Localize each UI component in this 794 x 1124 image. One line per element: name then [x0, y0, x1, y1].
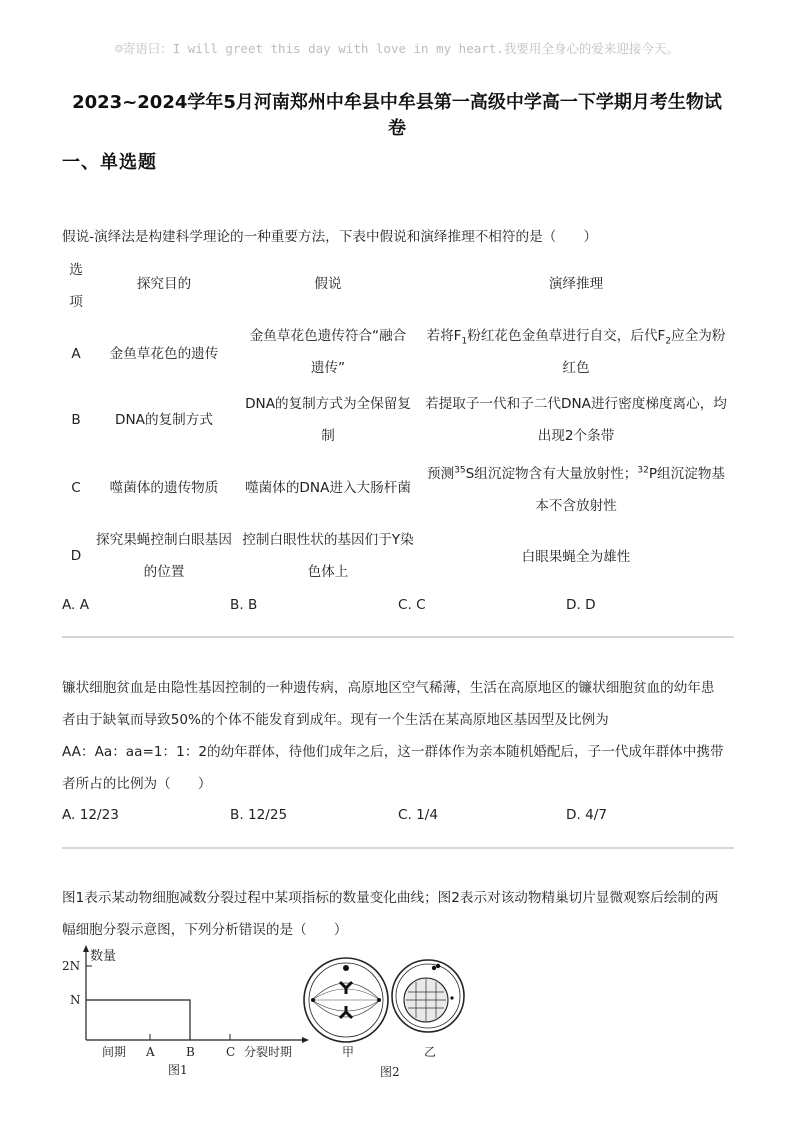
divider: [62, 636, 734, 638]
x-axis-label: 分裂时期: [244, 1045, 293, 1059]
q2-option-d[interactable]: D. 4/7: [566, 807, 607, 823]
table-row-d-purpose: 探究果蝇控制白眼基因 的位置: [96, 532, 232, 580]
y-axis-arrow: [83, 945, 89, 952]
table-row-a-hypothesis: 金鱼草花色遗传符合“融合 遗传”: [249, 328, 407, 376]
q1-option-b[interactable]: B. B: [230, 597, 258, 613]
table-row-a-purpose: 金鱼草花色的遗传: [109, 346, 219, 362]
cell-label-jia: 甲: [342, 1045, 355, 1059]
table-row-b-hypothesis: DNA的复制方式为全保留复 制: [245, 396, 411, 444]
figure-1-chart: [62, 942, 312, 1082]
divider: [62, 847, 734, 849]
q2-option-c[interactable]: C. 1/4: [398, 807, 439, 823]
title-line-1: 2023~2024学年5月河南郑州中牟县中牟县第一高级中学高一下学期月考生物试: [72, 92, 722, 113]
x-tick-label-b: B: [186, 1045, 195, 1059]
q1-stem: 假说-演绎法是构建科学理论的一种重要方法，下表中假说和演绎推理不相符的是（ ）: [62, 229, 598, 245]
table-header-hypothesis: 假说: [314, 276, 342, 292]
y-axis-label: 数量: [90, 949, 117, 964]
data-curve: [86, 1000, 190, 1040]
table-row-b-deduction: 若提取子一代和子二代DNA进行密度梯度离心，均 出现2个条带: [425, 396, 727, 444]
cell-jia: [304, 958, 388, 1042]
figure-1-caption: 图1: [168, 1063, 188, 1077]
table-row-c-deduction: 预测$^{35}$S组沉淀物含有大量放射性；$^{32}$P组沉淀物基 本不含放射性: [426, 465, 726, 514]
figure-2-cells: [300, 946, 470, 1084]
title-line-2: 卷: [388, 118, 406, 139]
table-header-purpose: 探究目的: [136, 276, 192, 292]
table-row-c-option: C: [71, 480, 81, 496]
table-row-b-purpose: DNA的复制方式: [115, 412, 213, 428]
cell-label-yi: 乙: [424, 1045, 437, 1059]
table-row-d-option: D: [70, 548, 82, 564]
q2-option-a[interactable]: A. 12/23: [62, 807, 119, 823]
q2-stem: 镰状细胞贫血是由隐性基因控制的一种遗传病，高原地区空气稀薄，生活在高原地区的镰状细胞贫血的幼年患 者由于缺氧而导致50%的个体不能发育到成年。现有一个生活在某高原地区基因型及比例为 AA：Aa：aa=1：1：2的幼年群体，待他们成年之后，这一群体作为亲本随机婚配后，子一代成年群体中携带 者所占的比例为（ ）: [62, 680, 724, 792]
q2-option-b[interactable]: B. 12/25: [230, 807, 288, 823]
table-row-c-purpose: 噬菌体的遗传物质: [109, 480, 219, 496]
table-row-c-hypothesis: 噬菌体的DNA进入大肠杆菌: [245, 480, 411, 496]
y-tick-label-n: N: [70, 993, 81, 1007]
page-title: [40, 90, 754, 142]
q1-option-c[interactable]: C. C: [398, 597, 426, 613]
table-row-d-hypothesis: 控制白眼性状的基因们于Y染 色体上: [242, 532, 414, 580]
cell-yi: [392, 960, 464, 1032]
figure-2-caption: 图2: [380, 1065, 400, 1079]
q1-table: [62, 254, 734, 594]
table-row-b-option: B: [71, 412, 81, 428]
q1-option-a[interactable]: A. A: [62, 597, 90, 613]
table-header-deduction: 演绎推理: [548, 276, 604, 292]
x-tick-label-c: C: [226, 1045, 236, 1059]
table-row-a-deduction: 若将$F_1$粉红花色金鱼草进行自交，后代$F_2$应全为粉 红色: [426, 328, 726, 376]
section-title: 一、单选题: [62, 152, 157, 173]
y-tick-label-2n: 2N: [62, 959, 81, 973]
q1-option-d[interactable]: D. D: [566, 597, 596, 613]
x-tick-label-interphase: 间期: [102, 1045, 127, 1059]
table-row-d-deduction: 白眼果蝇全为雄性: [521, 549, 631, 565]
motto: ☺寄语曰：I will greet this day with love in my heart.我要用全身心的爱来迎接今天。: [115, 41, 679, 56]
q3-stem: 图1表示某动物细胞减数分裂过程中某项指标的数量变化曲线；图2表示对该动物精巢切片显微观察后绘制的两 幅细胞分裂示意图，下列分析错误的是（ ）: [62, 890, 719, 938]
table-header-option: 选 项: [69, 262, 83, 310]
x-tick-label-a: A: [146, 1045, 155, 1059]
table-row-a-option: A: [71, 346, 81, 362]
